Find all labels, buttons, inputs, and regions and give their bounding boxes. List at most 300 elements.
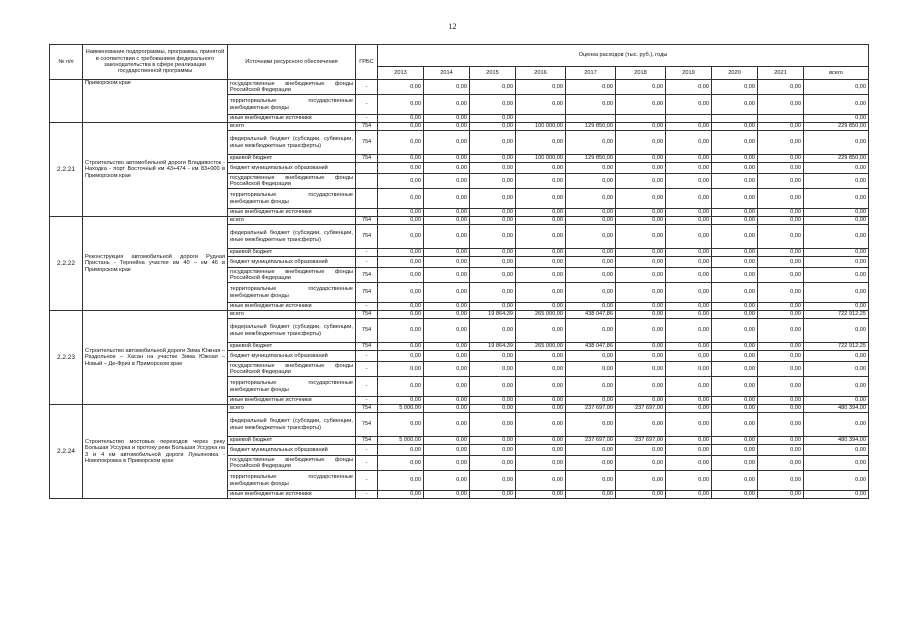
amount-cell: 0,00 — [616, 189, 666, 209]
funding-source: бюджет муниципальных образований — [228, 163, 356, 174]
amount-cell: 0,00 — [616, 413, 666, 437]
amount-cell: 229 850,00 — [804, 155, 869, 163]
amount-cell: 0,00 — [378, 319, 424, 343]
funding-source: государственные внебюджетные фонды Российской Федерации — [228, 362, 356, 377]
amount-cell: 0,00 — [516, 351, 566, 362]
grbs-code: - — [356, 249, 378, 257]
amount-cell: 0,00 — [666, 491, 712, 499]
amount-cell: 0,00 — [566, 445, 616, 456]
amount-cell: 0,00 — [712, 437, 758, 445]
amount-cell: 0,00 — [566, 189, 616, 209]
amount-cell: 0,00 — [424, 189, 470, 209]
amount-cell: 0,00 — [804, 283, 869, 303]
amount-cell: 0,00 — [712, 209, 758, 217]
grbs-code: 754 — [356, 311, 378, 319]
amount-cell: 265 000,00 — [516, 311, 566, 319]
amount-cell: 0,00 — [378, 397, 424, 405]
amount-cell: 0,00 — [804, 413, 869, 437]
amount-cell: 0,00 — [424, 351, 470, 362]
amount-cell: 0,00 — [566, 456, 616, 471]
amount-cell: 0,00 — [516, 209, 566, 217]
amount-cell: 265 000,00 — [516, 343, 566, 351]
table-header — [50, 45, 869, 80]
amount-cell: 0,00 — [804, 80, 869, 95]
amount-cell: 0,00 — [616, 268, 666, 283]
amount-cell: 0,00 — [424, 362, 470, 377]
amount-cell: 0,00 — [712, 225, 758, 249]
amount-cell: 0,00 — [804, 319, 869, 343]
amount-cell: 0,00 — [424, 311, 470, 319]
amount-cell: 0,00 — [712, 413, 758, 437]
amount-cell: 0,00 — [712, 268, 758, 283]
amount-cell: 0,00 — [566, 257, 616, 268]
amount-cell: 0,00 — [616, 123, 666, 131]
grbs-code: - — [356, 351, 378, 362]
amount-cell — [616, 115, 666, 123]
amount-cell: 0,00 — [470, 413, 516, 437]
grbs-code: 754 — [356, 405, 378, 413]
amount-cell: 0,00 — [424, 377, 470, 397]
amount-cell: 0,00 — [666, 131, 712, 155]
amount-cell: 0,00 — [758, 303, 804, 311]
grbs-code: 754 — [356, 343, 378, 351]
amount-cell: 0,00 — [666, 217, 712, 225]
amount-cell: 0,00 — [666, 413, 712, 437]
amount-cell: 0,00 — [666, 377, 712, 397]
amount-cell: 0,00 — [516, 225, 566, 249]
funding-source: иные внебюджетные источники — [228, 491, 356, 499]
amount-cell — [712, 115, 758, 123]
amount-cell: 0,00 — [378, 95, 424, 115]
grbs-code: 754 — [356, 268, 378, 283]
amount-cell: 0,00 — [378, 456, 424, 471]
amount-cell: 0,00 — [616, 217, 666, 225]
amount-cell: 0,00 — [712, 303, 758, 311]
amount-cell: 0,00 — [804, 163, 869, 174]
amount-cell: 0,00 — [470, 95, 516, 115]
amount-cell: 0,00 — [712, 123, 758, 131]
header-name: Наименование подпрограммы, программы, принятой в соответствии с требованием федерального законодательства в сфере реализации государственной программы — [83, 45, 228, 80]
amount-cell: 0,00 — [470, 471, 516, 491]
grbs-code: 754 — [356, 283, 378, 303]
amount-cell: 0,00 — [378, 189, 424, 209]
amount-cell: 0,00 — [712, 319, 758, 343]
amount-cell: 0,00 — [470, 456, 516, 471]
amount-cell: 237 697,00 — [616, 437, 666, 445]
amount-cell: 0,00 — [712, 491, 758, 499]
amount-cell: 0,00 — [516, 95, 566, 115]
grbs-code: - — [356, 377, 378, 397]
amount-cell: 0,00 — [424, 249, 470, 257]
amount-cell: 0,00 — [378, 155, 424, 163]
amount-cell: 0,00 — [616, 249, 666, 257]
amount-cell: 0,00 — [616, 491, 666, 499]
amount-cell: 0,00 — [616, 95, 666, 115]
grbs-code: - — [356, 397, 378, 405]
funding-source: федеральный бюджет (субсидии, субвенции, иные межбюджетные трансферты) — [228, 319, 356, 343]
grbs-code — [356, 163, 378, 174]
amount-cell: 0,00 — [566, 268, 616, 283]
amount-cell: 19 864,39 — [470, 311, 516, 319]
program-name: Приморском крае — [83, 80, 228, 123]
amount-cell: 0,00 — [424, 471, 470, 491]
funding-source: иные внебюджетные источники — [228, 115, 356, 123]
amount-cell: 0,00 — [470, 319, 516, 343]
amount-cell: 0,00 — [378, 268, 424, 283]
amount-cell: 0,00 — [424, 343, 470, 351]
amount-cell: 0,00 — [516, 268, 566, 283]
amount-cell: 0,00 — [666, 397, 712, 405]
amount-cell: 0,00 — [378, 362, 424, 377]
table-row — [50, 123, 869, 131]
amount-cell: 0,00 — [566, 249, 616, 257]
amount-cell: 0,00 — [666, 437, 712, 445]
amount-cell: 0,00 — [712, 155, 758, 163]
amount-cell: 0,00 — [758, 131, 804, 155]
amount-cell: 0,00 — [516, 491, 566, 499]
funding-source: федеральный бюджет (субсидии, субвенции, иные межбюджетные трансферты) — [228, 131, 356, 155]
amount-cell: 0,00 — [758, 311, 804, 319]
amount-cell: 0,00 — [666, 343, 712, 351]
amount-cell: 722 912,25 — [804, 311, 869, 319]
amount-cell: 0,00 — [424, 174, 470, 189]
grbs-code: - — [356, 456, 378, 471]
grbs-code: - — [356, 491, 378, 499]
table-row — [50, 405, 869, 413]
amount-cell: 0,00 — [758, 413, 804, 437]
amount-cell: 0,00 — [424, 257, 470, 268]
amount-cell: 0,00 — [616, 225, 666, 249]
amount-cell: 0,00 — [516, 456, 566, 471]
funding-source: государственные внебюджетные фонды Российской Федерации — [228, 268, 356, 283]
amount-cell: 0,00 — [616, 456, 666, 471]
amount-cell: 0,00 — [470, 303, 516, 311]
amount-cell: 0,00 — [516, 471, 566, 491]
amount-cell: 0,00 — [758, 437, 804, 445]
funding-source: всего — [228, 311, 356, 319]
grbs-code: - — [356, 471, 378, 491]
amount-cell: 0,00 — [470, 362, 516, 377]
amount-cell: 0,00 — [804, 257, 869, 268]
amount-cell: 0,00 — [424, 405, 470, 413]
header-source: Источники ресурсного обеспечения — [228, 45, 356, 80]
amount-cell: 0,00 — [424, 456, 470, 471]
amount-cell: 0,00 — [566, 377, 616, 397]
header-num: № п/п — [50, 45, 83, 80]
amount-cell: 0,00 — [424, 283, 470, 303]
funding-source: территориальные государственные внебюджетные фонды — [228, 471, 356, 491]
amount-cell: 480 394,00 — [804, 437, 869, 445]
amount-cell: 0,00 — [804, 174, 869, 189]
amount-cell: 0,00 — [424, 131, 470, 155]
funding-source: федеральный бюджет (субсидии, субвенции, иные межбюджетные трансферты) — [228, 225, 356, 249]
amount-cell: 0,00 — [758, 123, 804, 131]
grbs-code: 754 — [356, 437, 378, 445]
amount-cell: 0,00 — [758, 456, 804, 471]
amount-cell: 129 850,00 — [566, 155, 616, 163]
grbs-code: 754 — [356, 225, 378, 249]
amount-cell: 0,00 — [566, 471, 616, 491]
amount-cell: 237 697,00 — [566, 437, 616, 445]
amount-cell: 0,00 — [424, 319, 470, 343]
amount-cell: 0,00 — [712, 445, 758, 456]
amount-cell: 0,00 — [666, 123, 712, 131]
amount-cell: 0,00 — [516, 257, 566, 268]
amount-cell: 0,00 — [470, 174, 516, 189]
amount-cell: 0,00 — [804, 217, 869, 225]
funding-source: территориальные государственные внебюджетные фонды — [228, 377, 356, 397]
amount-cell: 0,00 — [616, 362, 666, 377]
amount-cell: 0,00 — [758, 217, 804, 225]
funding-source: краевой бюджет — [228, 249, 356, 257]
amount-cell: 0,00 — [424, 268, 470, 283]
amount-cell: 0,00 — [566, 397, 616, 405]
table-row — [50, 311, 869, 319]
amount-cell: 0,00 — [424, 155, 470, 163]
amount-cell: 0,00 — [516, 377, 566, 397]
amount-cell: 0,00 — [424, 217, 470, 225]
amount-cell: 0,00 — [666, 319, 712, 343]
amount-cell: 0,00 — [804, 303, 869, 311]
amount-cell: 0,00 — [616, 257, 666, 268]
header-year: 2016 — [516, 67, 566, 80]
amount-cell: 0,00 — [712, 189, 758, 209]
funding-source: федеральный бюджет (субсидии, субвенции, иные межбюджетные трансферты) — [228, 413, 356, 437]
amount-cell: 0,00 — [470, 189, 516, 209]
amount-cell: 0,00 — [616, 174, 666, 189]
amount-cell: 0,00 — [424, 445, 470, 456]
amount-cell: 0,00 — [516, 319, 566, 343]
grbs-code: - — [356, 362, 378, 377]
amount-cell: 438 047,86 — [566, 311, 616, 319]
amount-cell: 0,00 — [666, 249, 712, 257]
amount-cell: 0,00 — [470, 155, 516, 163]
funding-source: иные внебюджетные источники — [228, 303, 356, 311]
amount-cell: 0,00 — [470, 405, 516, 413]
amount-cell: 0,00 — [470, 163, 516, 174]
amount-cell: 0,00 — [516, 437, 566, 445]
grbs-code — [356, 209, 378, 217]
amount-cell: 0,00 — [378, 377, 424, 397]
amount-cell: 0,00 — [378, 80, 424, 95]
amount-cell: 0,00 — [804, 268, 869, 283]
amount-cell: 0,00 — [516, 174, 566, 189]
amount-cell: 0,00 — [712, 95, 758, 115]
funding-source: всего — [228, 217, 356, 225]
amount-cell: 0,00 — [666, 456, 712, 471]
amount-cell: 0,00 — [424, 413, 470, 437]
amount-cell: 0,00 — [666, 257, 712, 268]
amount-cell: 0,00 — [758, 80, 804, 95]
amount-cell: 0,00 — [424, 225, 470, 249]
amount-cell: 0,00 — [566, 95, 616, 115]
funding-source: бюджет муниципальных образований — [228, 257, 356, 268]
grbs-code: - — [356, 115, 378, 123]
header-year: 2020 — [712, 67, 758, 80]
amount-cell: 0,00 — [378, 163, 424, 174]
amount-cell: 0,00 — [566, 491, 616, 499]
amount-cell: 100 000,00 — [516, 123, 566, 131]
amount-cell: 0,00 — [616, 283, 666, 303]
amount-cell: 0,00 — [378, 471, 424, 491]
amount-cell: 0,00 — [712, 163, 758, 174]
amount-cell: 0,00 — [470, 351, 516, 362]
table-row — [50, 217, 869, 225]
amount-cell: 0,00 — [616, 445, 666, 456]
grbs-code: - — [356, 80, 378, 95]
amount-cell: 0,00 — [566, 283, 616, 303]
funding-source: государственные внебюджетные фонды Российской Федерации — [228, 174, 356, 189]
amount-cell: 0,00 — [424, 209, 470, 217]
funding-source: государственные внебюджетные фонды Российской Федерации — [228, 456, 356, 471]
amount-cell: 0,00 — [712, 362, 758, 377]
amount-cell: 0,00 — [804, 351, 869, 362]
amount-cell: 0,00 — [666, 351, 712, 362]
program-name: Строительство автомобильной дороги Зима Южная – Раздольное – Хасан на участке Зима Южная – Новый – Де-Фриз в Приморском крае — [83, 311, 228, 405]
amount-cell: 0,00 — [758, 174, 804, 189]
amount-cell: 0,00 — [804, 491, 869, 499]
amount-cell: 0,00 — [666, 95, 712, 115]
funding-source: территориальные государственные внебюджетные фонды — [228, 283, 356, 303]
amount-cell — [758, 115, 804, 123]
amount-cell: 0,00 — [712, 217, 758, 225]
amount-cell: 0,00 — [758, 471, 804, 491]
amount-cell: 0,00 — [378, 413, 424, 437]
amount-cell: 0,00 — [758, 283, 804, 303]
amount-cell: 0,00 — [712, 249, 758, 257]
grbs-code: 754 — [356, 217, 378, 225]
amount-cell: 0,00 — [804, 445, 869, 456]
amount-cell: 0,00 — [566, 217, 616, 225]
amount-cell: 438 047,86 — [566, 343, 616, 351]
header-grbs: ГРБС — [356, 45, 378, 80]
amount-cell: 0,00 — [516, 249, 566, 257]
amount-cell: 0,00 — [804, 115, 869, 123]
amount-cell — [566, 115, 616, 123]
amount-cell: 0,00 — [666, 80, 712, 95]
funding-source: краевой бюджет — [228, 437, 356, 445]
amount-cell: 0,00 — [516, 397, 566, 405]
amount-cell: 0,00 — [616, 377, 666, 397]
amount-cell: 0,00 — [712, 283, 758, 303]
grbs-code: 754 — [356, 131, 378, 155]
amount-cell: 0,00 — [516, 217, 566, 225]
program-name: Строительство мостовых переходов через реку Большая Уссурка и протоку реки Большая Уссурка на 3 и 4 км автомобильной дороги Лукьяновка - Новопокровка в Приморском крае — [83, 405, 228, 499]
amount-cell: 0,00 — [470, 257, 516, 268]
amount-cell: 0,00 — [378, 311, 424, 319]
amount-cell: 0,00 — [516, 80, 566, 95]
amount-cell: 0,00 — [470, 445, 516, 456]
amount-cell: 0,00 — [616, 397, 666, 405]
amount-cell: 0,00 — [470, 225, 516, 249]
amount-cell: 0,00 — [666, 189, 712, 209]
amount-cell: 0,00 — [616, 131, 666, 155]
amount-cell: 0,00 — [378, 491, 424, 499]
amount-cell: 0,00 — [758, 377, 804, 397]
amount-cell: 0,00 — [616, 303, 666, 311]
amount-cell: 0,00 — [666, 311, 712, 319]
table-row — [50, 80, 869, 95]
amount-cell: 0,00 — [758, 268, 804, 283]
row-number: 2.2.23 — [50, 311, 83, 405]
amount-cell: 0,00 — [424, 491, 470, 499]
amount-cell: 0,00 — [470, 377, 516, 397]
amount-cell: 0,00 — [758, 343, 804, 351]
header-year: 2015 — [470, 67, 516, 80]
header-year: 2021 — [758, 67, 804, 80]
amount-cell: 19 864,39 — [470, 343, 516, 351]
amount-cell: 0,00 — [566, 351, 616, 362]
amount-cell: 0,00 — [470, 131, 516, 155]
amount-cell: 0,00 — [758, 397, 804, 405]
funding-source: бюджет муниципальных образований — [228, 445, 356, 456]
amount-cell: 0,00 — [616, 155, 666, 163]
amount-cell: 0,00 — [566, 319, 616, 343]
amount-cell: 0,00 — [758, 257, 804, 268]
amount-cell: 0,00 — [378, 249, 424, 257]
amount-cell — [666, 115, 712, 123]
table-body — [50, 80, 869, 499]
row-number — [50, 80, 83, 123]
amount-cell: 0,00 — [712, 174, 758, 189]
grbs-code: 754 — [356, 319, 378, 343]
amount-cell: 0,00 — [378, 217, 424, 225]
amount-cell: 0,00 — [758, 319, 804, 343]
amount-cell: 0,00 — [666, 225, 712, 249]
amount-cell: 0,00 — [666, 405, 712, 413]
amount-cell: 480 394,00 — [804, 405, 869, 413]
amount-cell: 0,00 — [804, 209, 869, 217]
amount-cell: 0,00 — [616, 163, 666, 174]
amount-cell: 0,00 — [378, 225, 424, 249]
amount-cell: 0,00 — [712, 377, 758, 397]
amount-cell: 0,00 — [566, 362, 616, 377]
amount-cell: 0,00 — [758, 225, 804, 249]
amount-cell: 0,00 — [666, 209, 712, 217]
funding-source: всего — [228, 405, 356, 413]
header-estimate: Оценка расходов (тыс. руб.), годы — [378, 45, 869, 67]
amount-cell: 0,00 — [424, 303, 470, 311]
amount-cell: 0,00 — [666, 362, 712, 377]
amount-cell: 0,00 — [470, 80, 516, 95]
amount-cell: 0,00 — [666, 445, 712, 456]
amount-cell: 0,00 — [470, 123, 516, 131]
amount-cell: 0,00 — [758, 95, 804, 115]
amount-cell: 0,00 — [566, 303, 616, 311]
amount-cell: 0,00 — [758, 209, 804, 217]
amount-cell: 0,00 — [378, 115, 424, 123]
amount-cell: 0,00 — [758, 163, 804, 174]
funding-source: территориальные государственные внебюджетные фонды — [228, 95, 356, 115]
funding-source: территориальные государственные внебюджетные фонды — [228, 189, 356, 209]
amount-cell: 0,00 — [424, 115, 470, 123]
grbs-code: 754 — [356, 123, 378, 131]
grbs-code: - — [356, 445, 378, 456]
amount-cell: 237 697,00 — [566, 405, 616, 413]
amount-cell: 0,00 — [424, 123, 470, 131]
amount-cell: 0,00 — [516, 189, 566, 209]
header-year: всего — [804, 67, 869, 80]
amount-cell: 0,00 — [566, 80, 616, 95]
amount-cell: 0,00 — [616, 311, 666, 319]
amount-cell: 0,00 — [470, 397, 516, 405]
amount-cell: 0,00 — [804, 189, 869, 209]
amount-cell: 0,00 — [758, 491, 804, 499]
grbs-code — [356, 174, 378, 189]
amount-cell: 0,00 — [804, 131, 869, 155]
amount-cell: 0,00 — [424, 80, 470, 95]
amount-cell: 5 000,00 — [378, 405, 424, 413]
